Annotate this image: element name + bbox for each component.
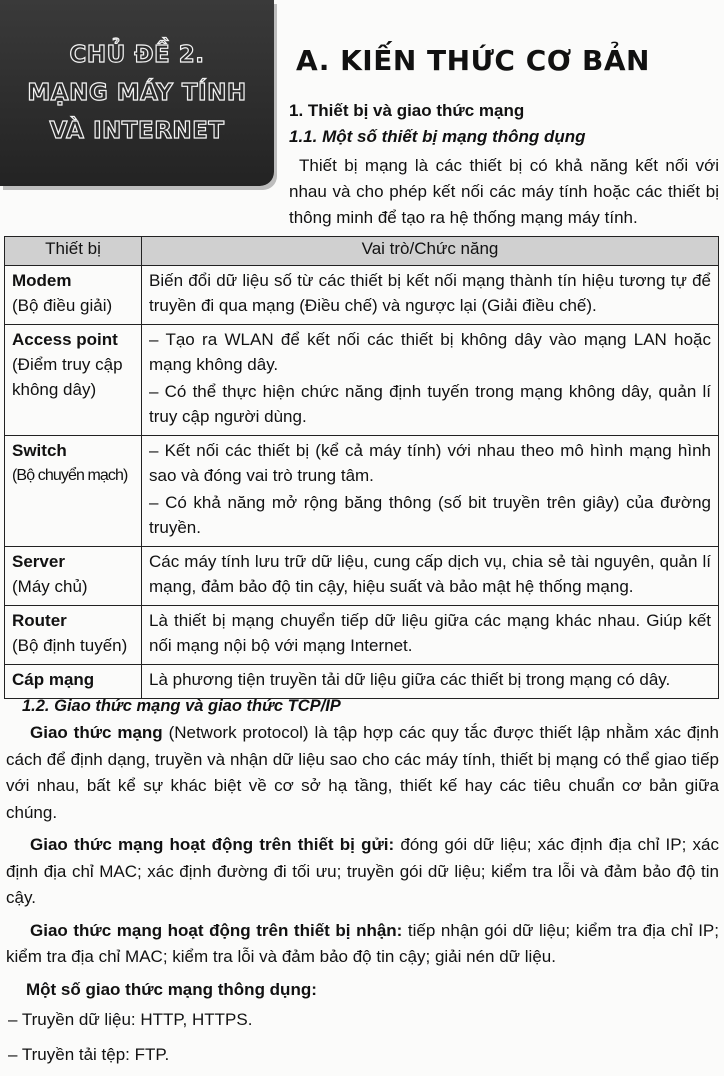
device-alias: (Điểm truy cập không dây)	[12, 355, 123, 399]
term-sender: Giao thức mạng hoạt động trên thiết bị gửi:	[30, 835, 395, 854]
role-text: – Có khả năng mở rộng băng thông (số bit truyền trên giây) của đường truyền.	[149, 493, 711, 537]
paragraph-receiver-protocol	[6, 918, 719, 971]
role-cell	[142, 266, 719, 325]
role-cell	[142, 547, 719, 606]
device-name: Access point	[12, 330, 118, 349]
device-name: Cáp mạng	[12, 670, 95, 689]
role-cell	[142, 665, 719, 699]
device-cell	[5, 547, 142, 606]
device-cell	[5, 266, 142, 325]
role-text: Là phương tiện truyền tải dữ liệu giữa các thiết bị trong mạng có dây.	[149, 670, 671, 689]
receiver-text: tiếp nhận gói dữ liệu; kiểm tra địa chỉ IP; kiểm tra địa chỉ MAC; kiểm tra lỗi và đảm bảo độ tin cậy; giải nén dữ liệu.	[6, 920, 719, 966]
section-title: A. KIẾN THỨC CƠ BẢN	[296, 44, 650, 77]
list-item: – Truyền dữ liệu: HTTP, HTTPS.	[8, 1010, 253, 1029]
device-cell	[5, 606, 142, 665]
definition-text: (Network protocol) là tập hợp các quy tắc được thiết lập nhằm xác định cách để định dạng, truyền và nhận dữ liệu sao cho các máy tính, thiết bị mạng có thể giao tiếp với nhau, bất kể sự khác biệt về cơ sở hạ tầng, thiết kế hay các tiêu chuẩn cơ bản giữa chúng.	[6, 723, 719, 822]
role-cell	[142, 606, 719, 665]
header-device: Thiết bị	[5, 237, 142, 266]
chapter-title-line1: MẠNG MÁY TÍNH	[27, 80, 247, 106]
table-row	[5, 266, 719, 325]
device-alias: (Bộ điều giải)	[12, 296, 113, 315]
sender-text: đóng gói dữ liệu; xác định địa chỉ IP; xác định địa chỉ MAC; xác định đường đi tối ưu; truyền gói dữ liệu; kiểm tra lỗi và đảm bảo độ tin cậy.	[6, 835, 720, 907]
role-text: Là thiết bị mạng chuyển tiếp dữ liệu giữa các mạng khác nhau. Giúp kết nối mạng nội bộ với mạng Internet.	[149, 611, 711, 655]
common-protocols-heading: Một số giao thức mạng thông dụng:	[26, 979, 317, 999]
table-row	[5, 665, 719, 699]
device-cell	[5, 325, 142, 436]
device-name: Server	[12, 552, 65, 571]
device-name: Modem	[12, 271, 72, 290]
role-cell	[142, 325, 719, 436]
device-table	[4, 236, 719, 699]
chapter-title-line2: VÀ INTERNET	[49, 118, 225, 144]
chapter-banner	[0, 0, 274, 186]
table-row	[5, 436, 719, 547]
table-row	[5, 547, 719, 606]
role-text: Các máy tính lưu trữ dữ liệu, cung cấp dịch vụ, chia sẻ tài nguyên, quản lí mạng, đảm bảo độ tin cậy, hiệu suất và bảo mật hệ thống mạng.	[149, 552, 711, 596]
device-alias: (Bộ chuyển mạch)	[12, 467, 128, 484]
role-text: – Kết nối các thiết bị (kể cả máy tính) với nhau theo mô hình mạng hình sao và đóng vai trò trung tâm.	[149, 441, 711, 485]
subsection-heading-1: 1. Thiết bị và giao thức mạng	[289, 101, 525, 120]
subsection-heading-1-1: 1.1. Một số thiết bị mạng thông dụng	[289, 127, 586, 146]
term-receiver: Giao thức mạng hoạt động trên thiết bị nhận:	[30, 920, 403, 940]
paragraph-network-protocol	[6, 720, 719, 826]
role-text: – Tạo ra WLAN để kết nối các thiết bị không dây vào mạng LAN hoặc mạng không dây.	[149, 330, 711, 374]
chapter-number: CHỦ ĐỀ 2.	[69, 42, 205, 68]
term-network-protocol: Giao thức mạng	[30, 723, 163, 742]
table-row	[5, 325, 719, 436]
device-name: Switch	[12, 441, 67, 460]
role-cell	[142, 436, 719, 547]
list-item: – Truyền tải tệp: FTP.	[8, 1044, 170, 1064]
device-cell	[5, 436, 142, 547]
protocol-section	[6, 720, 719, 1076]
table-row	[5, 606, 719, 665]
role-text: – Có thể thực hiện chức năng định tuyến trong mạng không dây, quản lí truy cập người dùng.	[149, 382, 711, 426]
device-cell	[5, 665, 142, 699]
subsection-heading-1-2: 1.2. Giao thức mạng và giao thức TCP/IP	[22, 697, 341, 715]
header-role: Vai trò/Chức năng	[142, 237, 719, 266]
device-alias: (Máy chủ)	[12, 577, 88, 596]
intro-paragraph: Thiết bị mạng là các thiết bị có khả năng kết nối với nhau và cho phép kết nối các máy tính hoặc các thiết bị thông minh để tạo ra hệ thống mạng máy tính.	[289, 156, 719, 227]
table-header-row	[5, 237, 719, 266]
paragraph-sender-protocol	[6, 832, 719, 912]
device-name: Router	[12, 611, 67, 630]
device-alias: (Bộ định tuyến)	[12, 636, 128, 655]
role-text: Biến đổi dữ liệu số từ các thiết bị kết nối mạng thành tín hiệu tương tự để truyền đi qua mạng (Điều chế) và ngược lại (Giải điều chế).	[149, 271, 711, 315]
